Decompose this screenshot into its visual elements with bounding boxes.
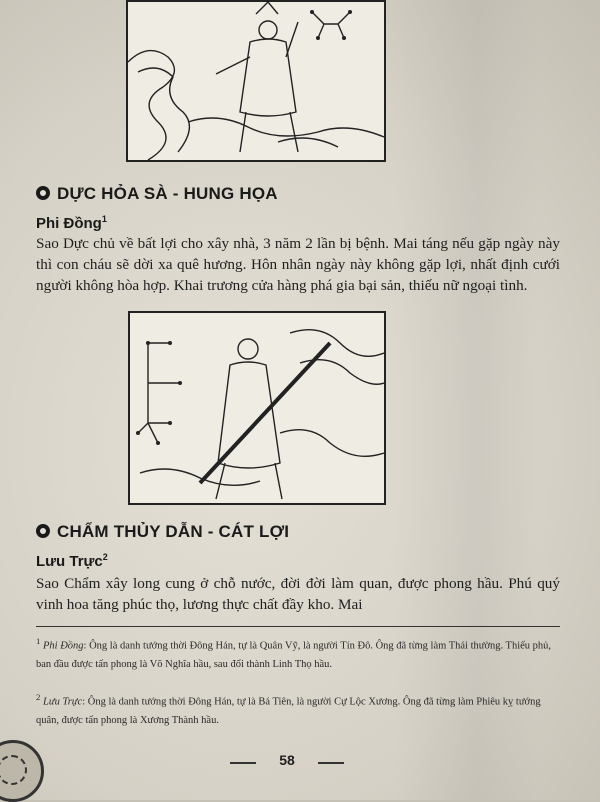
- subheading-text: Phi Đồng: [36, 215, 102, 232]
- footnote-rule: [36, 626, 560, 627]
- figure-drawing: [128, 2, 384, 160]
- show-through-shadow: [395, 0, 600, 800]
- footnote-text: : Ông là danh tướng thời Đông Hán, tự là Bá Tiên, là người Cự Lộc Xương. Ông đã từng làm Phiêu kỵ tướng quân, được tấn phong là Xương Thành hầu.: [36, 696, 541, 726]
- section-subheading-1: [36, 214, 107, 232]
- page-number: 58: [256, 752, 318, 774]
- yin-yang-icon: [36, 186, 50, 200]
- footnote-mark: 2: [36, 692, 41, 702]
- section-body-2: Sao Chẩm xây long cung ở chỗ nước, đời đời làm quan, được phong hầu. Phú quý vinh hoa tăng phúc thọ, lương thực chất đầy kho. Mai: [36, 575, 560, 613]
- heading-text: CHẨM THỦY DẪN - CÁT LỢI: [57, 522, 290, 541]
- yin-yang-icon: [36, 524, 50, 538]
- footnote-ref: 2: [102, 552, 108, 562]
- section-heading-2: [36, 522, 289, 542]
- section-subheading-2: [36, 552, 108, 570]
- section-heading-1: [36, 184, 278, 204]
- subheading-text: Lưu Trực: [36, 553, 103, 570]
- heading-text: DỰC HỎA SÀ - HUNG HỌA: [57, 184, 278, 203]
- illustration-luu-truc: [128, 311, 386, 505]
- footnote-text: : Ông là danh tướng thời Đông Hán, tự là Quân Vỹ, là người Tín Đô. Ông đã từng làm Thái thường. Thiếu phủ, ban đầu được tấn phong là Võ Nghĩa hầu, sau đổi thành Linh Thọ hầu.: [36, 640, 552, 670]
- footnote-term: Phi Đồng: [43, 640, 84, 652]
- figure-drawing-2: [130, 313, 384, 503]
- footnote-term: Lưu Trực: [43, 696, 83, 708]
- footnote-ref: 1: [101, 214, 107, 224]
- section-body-1: Sao Dực chủ về bất lợi cho xây nhà, 3 năm 2 lần bị bệnh. Mai táng nếu gặp ngày này thì con cháu sẽ dời xa quê hương. Hôn nhân ngày này không gặp lợi, nhất định cưới người không hòa hợp. Khai trương cửa hàng phá gia bại sản, thiếu nữ ngoại tình.: [36, 235, 560, 294]
- footnote-2: [36, 688, 560, 730]
- illustration-phi-dong: [126, 0, 386, 162]
- footnote-mark: 1: [36, 636, 41, 646]
- corner-emblem-icon: [0, 740, 44, 802]
- footnote-1: [36, 632, 560, 674]
